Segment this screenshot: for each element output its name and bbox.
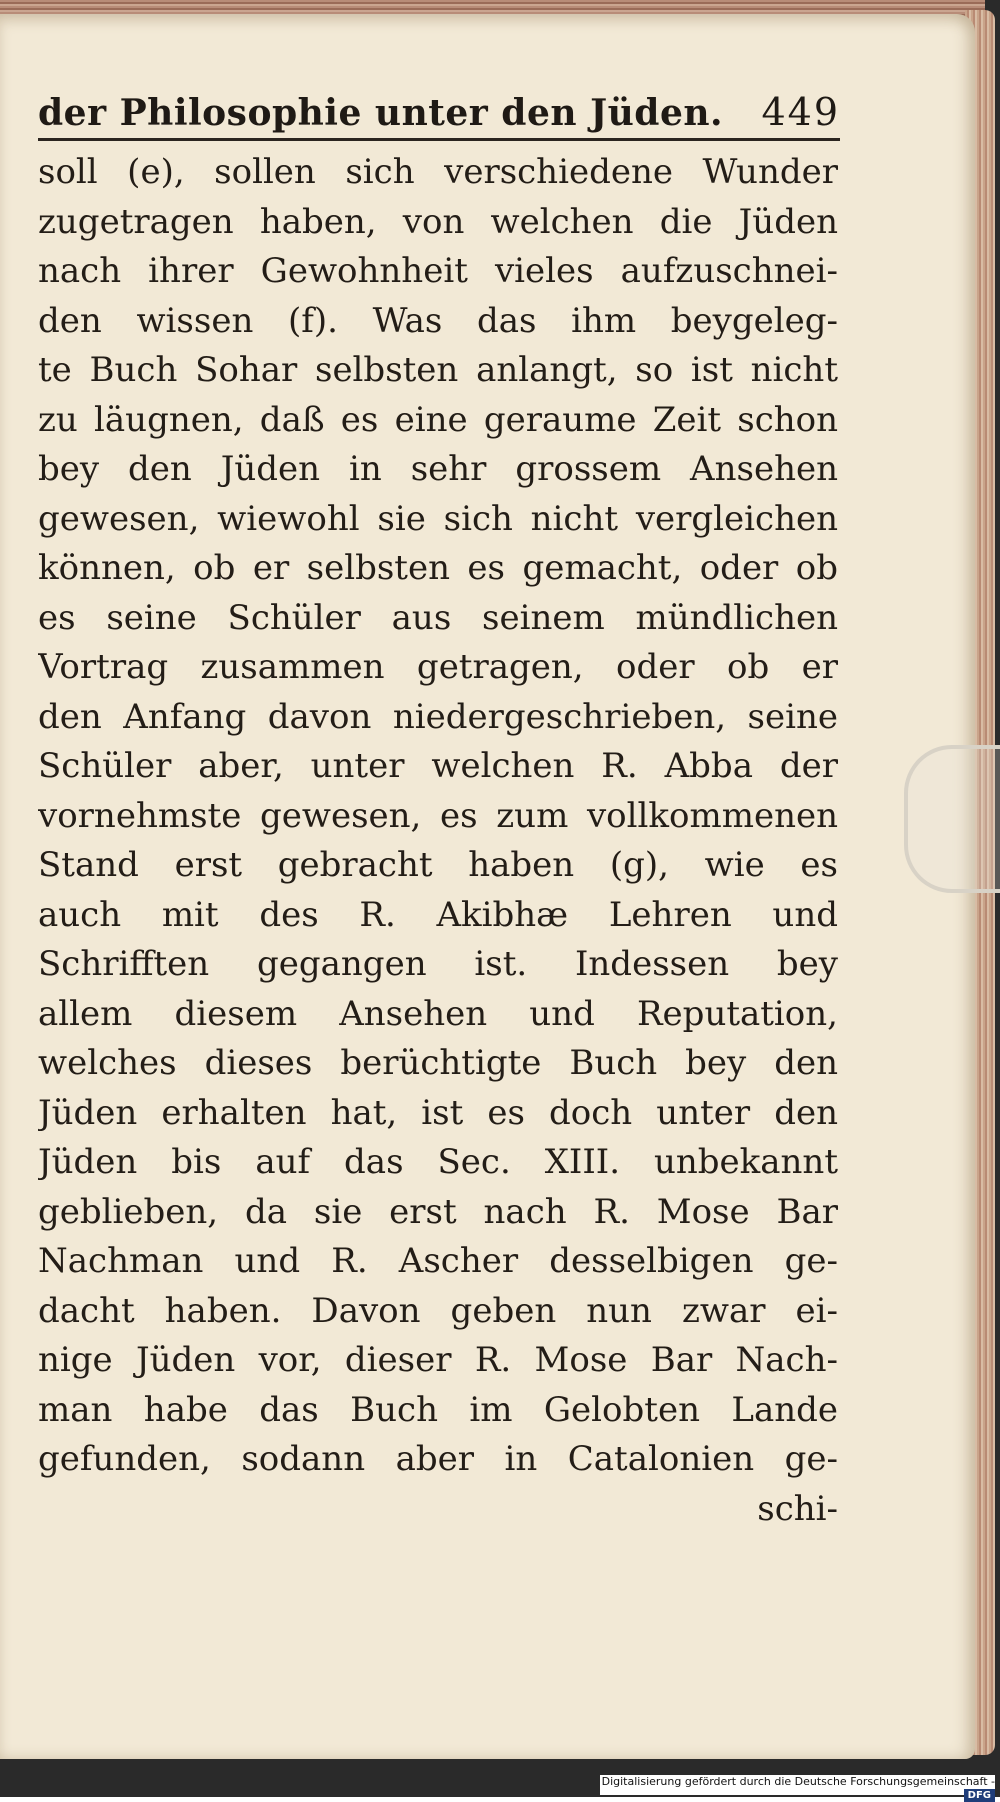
text-line: nige Jüden vor, dieser R. Mose Bar Nach- <box>38 1340 838 1380</box>
page-header <box>38 74 840 141</box>
text-line: es seine Schüler aus seinem mündlichen <box>38 597 838 638</box>
text-line: Vortrag zusammen getragen, oder ob er <box>38 647 838 687</box>
credit-text: Digitalisierung gefördert durch die Deutsche Forschungsgemeinschaft - <box>601 1775 995 1788</box>
text-line: gefunden, sodann aber in Catalonien ge- <box>38 1439 838 1479</box>
text-line: zu läugnen, daß es eine geraume Zeit schon <box>38 399 838 440</box>
text-line: nach ihrer Gewohnheit vieles aufzuschnei- <box>38 251 838 291</box>
text-line: zugetragen haben, von welchen die Jüden <box>38 201 838 242</box>
text-line: schi- <box>757 1488 838 1529</box>
text-line: man habe das Buch im Gelobten Lande <box>38 1389 838 1430</box>
text-line: vornehmste gewesen, es zum vollkommenen <box>38 795 838 836</box>
page-number: 449 <box>761 90 840 134</box>
text-line: gewesen, wiewohl sie sich nicht vergleichen <box>38 498 838 539</box>
bookmark-clip <box>904 745 1000 893</box>
text-line: den Anfang davon niedergeschrieben, seine <box>38 696 838 737</box>
text-line: welches dieses berüchtigte Buch bey den <box>38 1043 838 1083</box>
text-line: Stand erst gebracht haben (g), wie es <box>38 845 838 885</box>
body-text <box>38 148 838 1534</box>
text-line: dacht haben. Davon geben nun zwar ei- <box>38 1290 838 1331</box>
dfg-logo: DFG <box>964 1789 995 1802</box>
text-line: allem diesem Ansehen und Reputation, <box>38 993 838 1034</box>
text-line: te Buch Sohar selbsten anlangt, so ist nicht <box>38 350 838 390</box>
text-line: soll (e), sollen sich verschiedene Wunder <box>38 152 838 192</box>
text-line: auch mit des R. Akibhæ Lehren und <box>38 894 838 935</box>
running-title: der Philosophie unter den Jüden. <box>38 92 724 134</box>
text-line: können, ob er selbsten es gemacht, oder ob <box>38 548 838 588</box>
text-line: Jüden erhalten hat, ist es doch unter den <box>38 1092 838 1133</box>
text-line: den wissen (f). Was das ihm beygeleg- <box>38 300 838 341</box>
text-line: Nachman und R. Ascher desselbigen ge- <box>38 1241 838 1281</box>
text-line: bey den Jüden in sehr grossem Ansehen <box>38 449 838 489</box>
text-line: Jüden bis auf das Sec. XIII. unbekannt <box>38 1142 838 1182</box>
text-line: Schrifften gegangen ist. Indessen bey <box>38 944 838 984</box>
text-line: geblieben, da sie erst nach R. Mose Bar <box>38 1191 838 1232</box>
text-line: Schüler aber, unter welchen R. Abba der <box>38 746 838 786</box>
digitization-credit <box>600 1775 995 1801</box>
